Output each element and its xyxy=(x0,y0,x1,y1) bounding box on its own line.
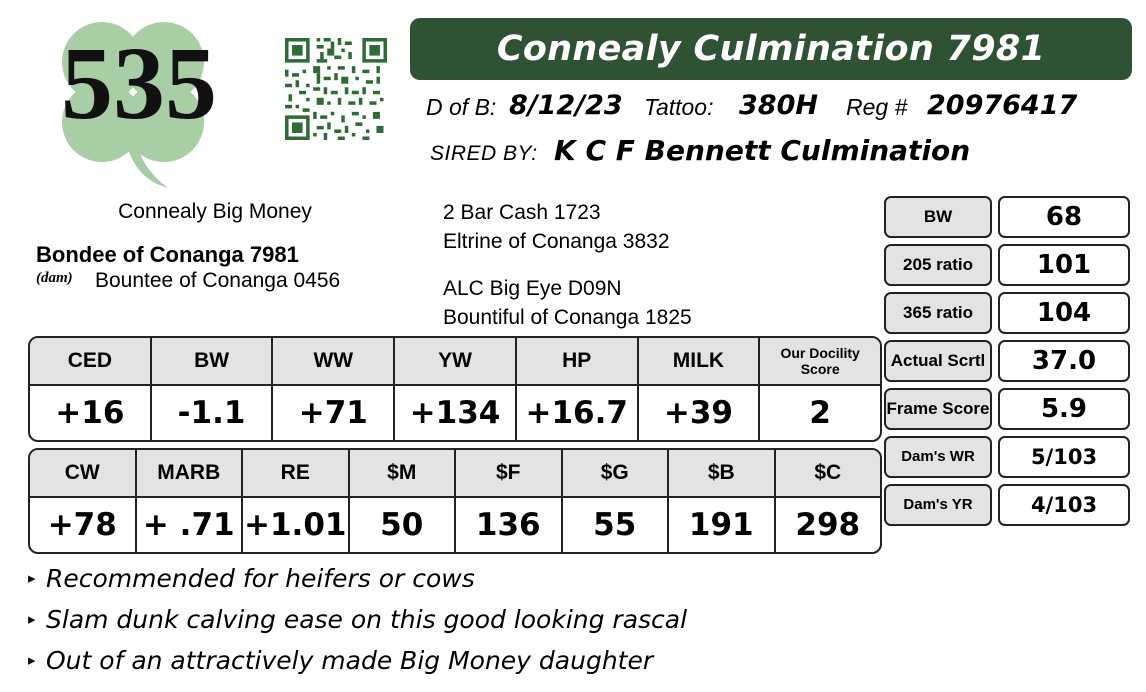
epd-header-cell: HP xyxy=(517,338,639,384)
side-stat-label: Frame Score xyxy=(884,388,992,430)
pedigree-line: Bountiful of Conanga 1825 xyxy=(443,306,692,329)
side-stat-row xyxy=(884,388,1132,430)
epd-header-cell: YW xyxy=(395,338,517,384)
side-stat-row xyxy=(884,244,1132,286)
epd-value-row xyxy=(30,386,880,440)
page-title: Connealy Culmination 7981 xyxy=(496,29,1046,69)
epd-header-cell-docility: Our Docility Score xyxy=(780,345,860,377)
qr-code-icon xyxy=(285,38,387,140)
animal-title-banner xyxy=(410,18,1132,80)
animal-info-row xyxy=(414,88,1134,126)
epd-value-cell: +16 xyxy=(30,386,152,440)
list-item xyxy=(28,644,1118,678)
epd-header-cell: CED xyxy=(30,338,152,384)
tattoo-value: 380H xyxy=(739,90,818,121)
epd-value-row xyxy=(30,498,880,552)
side-stat-label: Actual Scrtl xyxy=(884,340,992,382)
epd-value-cell: 136 xyxy=(456,498,563,552)
pedigree-spacer xyxy=(443,256,863,274)
triangle-bullet-icon: ▸ xyxy=(28,570,36,587)
pedigree-dam-dam: Bountee of Conanga 0456 xyxy=(95,269,341,292)
epd-header-cell: BW xyxy=(152,338,274,384)
bullet-text: Slam dunk calving ease on this good looking rascal xyxy=(46,605,688,634)
epd-header-cell: $B xyxy=(669,450,776,496)
side-stat-label: BW xyxy=(884,196,992,238)
side-stat-label: 205 ratio xyxy=(884,244,992,286)
epd-value-cell: 55 xyxy=(563,498,670,552)
epd-value-cell: +1.01 xyxy=(243,498,350,552)
epd-header-cell: MARB xyxy=(137,450,244,496)
pedigree-dam-tag: (dam) xyxy=(36,270,73,286)
epd-header-cell: WW xyxy=(273,338,395,384)
epd-header-cell: MILK xyxy=(639,338,761,384)
side-stat-value: 4/103 xyxy=(998,484,1130,526)
triangle-bullet-icon: ▸ xyxy=(28,611,36,628)
epd-table-indexes xyxy=(28,448,882,554)
side-stat-value: 104 xyxy=(998,292,1130,334)
epd-value-cell: 50 xyxy=(350,498,457,552)
sired-by-value: K C F Bennett Culmination xyxy=(554,134,971,167)
epd-header-cell: CW xyxy=(30,450,137,496)
epd-value-cell: + .71 xyxy=(137,498,244,552)
epd-value-cell: +134 xyxy=(395,386,517,440)
epd-header-cell: $M xyxy=(350,450,457,496)
epd-value-cell: +16.7 xyxy=(517,386,639,440)
side-stat-row xyxy=(884,484,1132,526)
triangle-bullet-icon: ▸ xyxy=(28,652,36,669)
side-stat-label: Dam's YR xyxy=(884,484,992,526)
sired-by-label: SIRED BY: xyxy=(430,142,538,165)
side-stat-value: 68 xyxy=(998,196,1130,238)
side-stat-value: 5.9 xyxy=(998,388,1130,430)
registration-value: 20976417 xyxy=(927,90,1078,121)
list-item xyxy=(28,562,1118,596)
side-stats-table xyxy=(884,196,1132,532)
side-stat-row xyxy=(884,436,1132,478)
bullet-list xyxy=(28,562,1118,685)
side-stat-label: 365 ratio xyxy=(884,292,992,334)
bullet-text: Out of an attractively made Big Money daughter xyxy=(46,646,654,675)
side-stat-row xyxy=(884,340,1132,382)
pedigree-right xyxy=(443,198,863,332)
dob-label: D of B: xyxy=(426,94,497,120)
pedigree-line: 2 Bar Cash 1723 xyxy=(443,201,601,224)
pedigree-line: Eltrine of Conanga 3832 xyxy=(443,230,670,253)
side-stat-row xyxy=(884,196,1132,238)
pedigree-line: ALC Big Eye D09N xyxy=(443,277,622,300)
lot-number-block xyxy=(14,10,264,200)
side-stat-row xyxy=(884,292,1132,334)
tattoo-label: Tattoo: xyxy=(644,94,714,120)
list-item xyxy=(28,603,1118,637)
registration-label: Reg # xyxy=(846,94,908,120)
epd-value-cell: 298 xyxy=(795,507,861,543)
epd-header-row xyxy=(30,450,880,498)
pedigree-left xyxy=(20,200,410,293)
epd-table-primary xyxy=(28,336,882,442)
side-stat-value: 5/103 xyxy=(998,436,1130,478)
lot-number: 535 xyxy=(61,26,217,141)
pedigree-sire-dam: Connealy Big Money xyxy=(118,200,312,223)
epd-header-cell: $F xyxy=(456,450,563,496)
epd-header-cell: $C xyxy=(814,461,842,484)
side-stat-value: 101 xyxy=(998,244,1130,286)
epd-value-cell: +39 xyxy=(639,386,761,440)
epd-header-row xyxy=(30,338,880,386)
side-stat-value: 37.0 xyxy=(998,340,1130,382)
bullet-text: Recommended for heifers or cows xyxy=(46,564,475,593)
pedigree-dam-name: Bondee of Conanga 7981 xyxy=(36,242,299,267)
epd-value-cell: 2 xyxy=(809,395,831,431)
sired-by-row xyxy=(430,134,970,167)
epd-value-cell: 191 xyxy=(669,498,776,552)
side-stat-label: Dam's WR xyxy=(884,436,992,478)
epd-value-cell: -1.1 xyxy=(152,386,274,440)
epd-value-cell: +71 xyxy=(273,386,395,440)
epd-header-cell: RE xyxy=(243,450,350,496)
epd-value-cell: +78 xyxy=(30,498,137,552)
dob-value: 8/12/23 xyxy=(509,90,623,121)
epd-header-cell: $G xyxy=(563,450,670,496)
